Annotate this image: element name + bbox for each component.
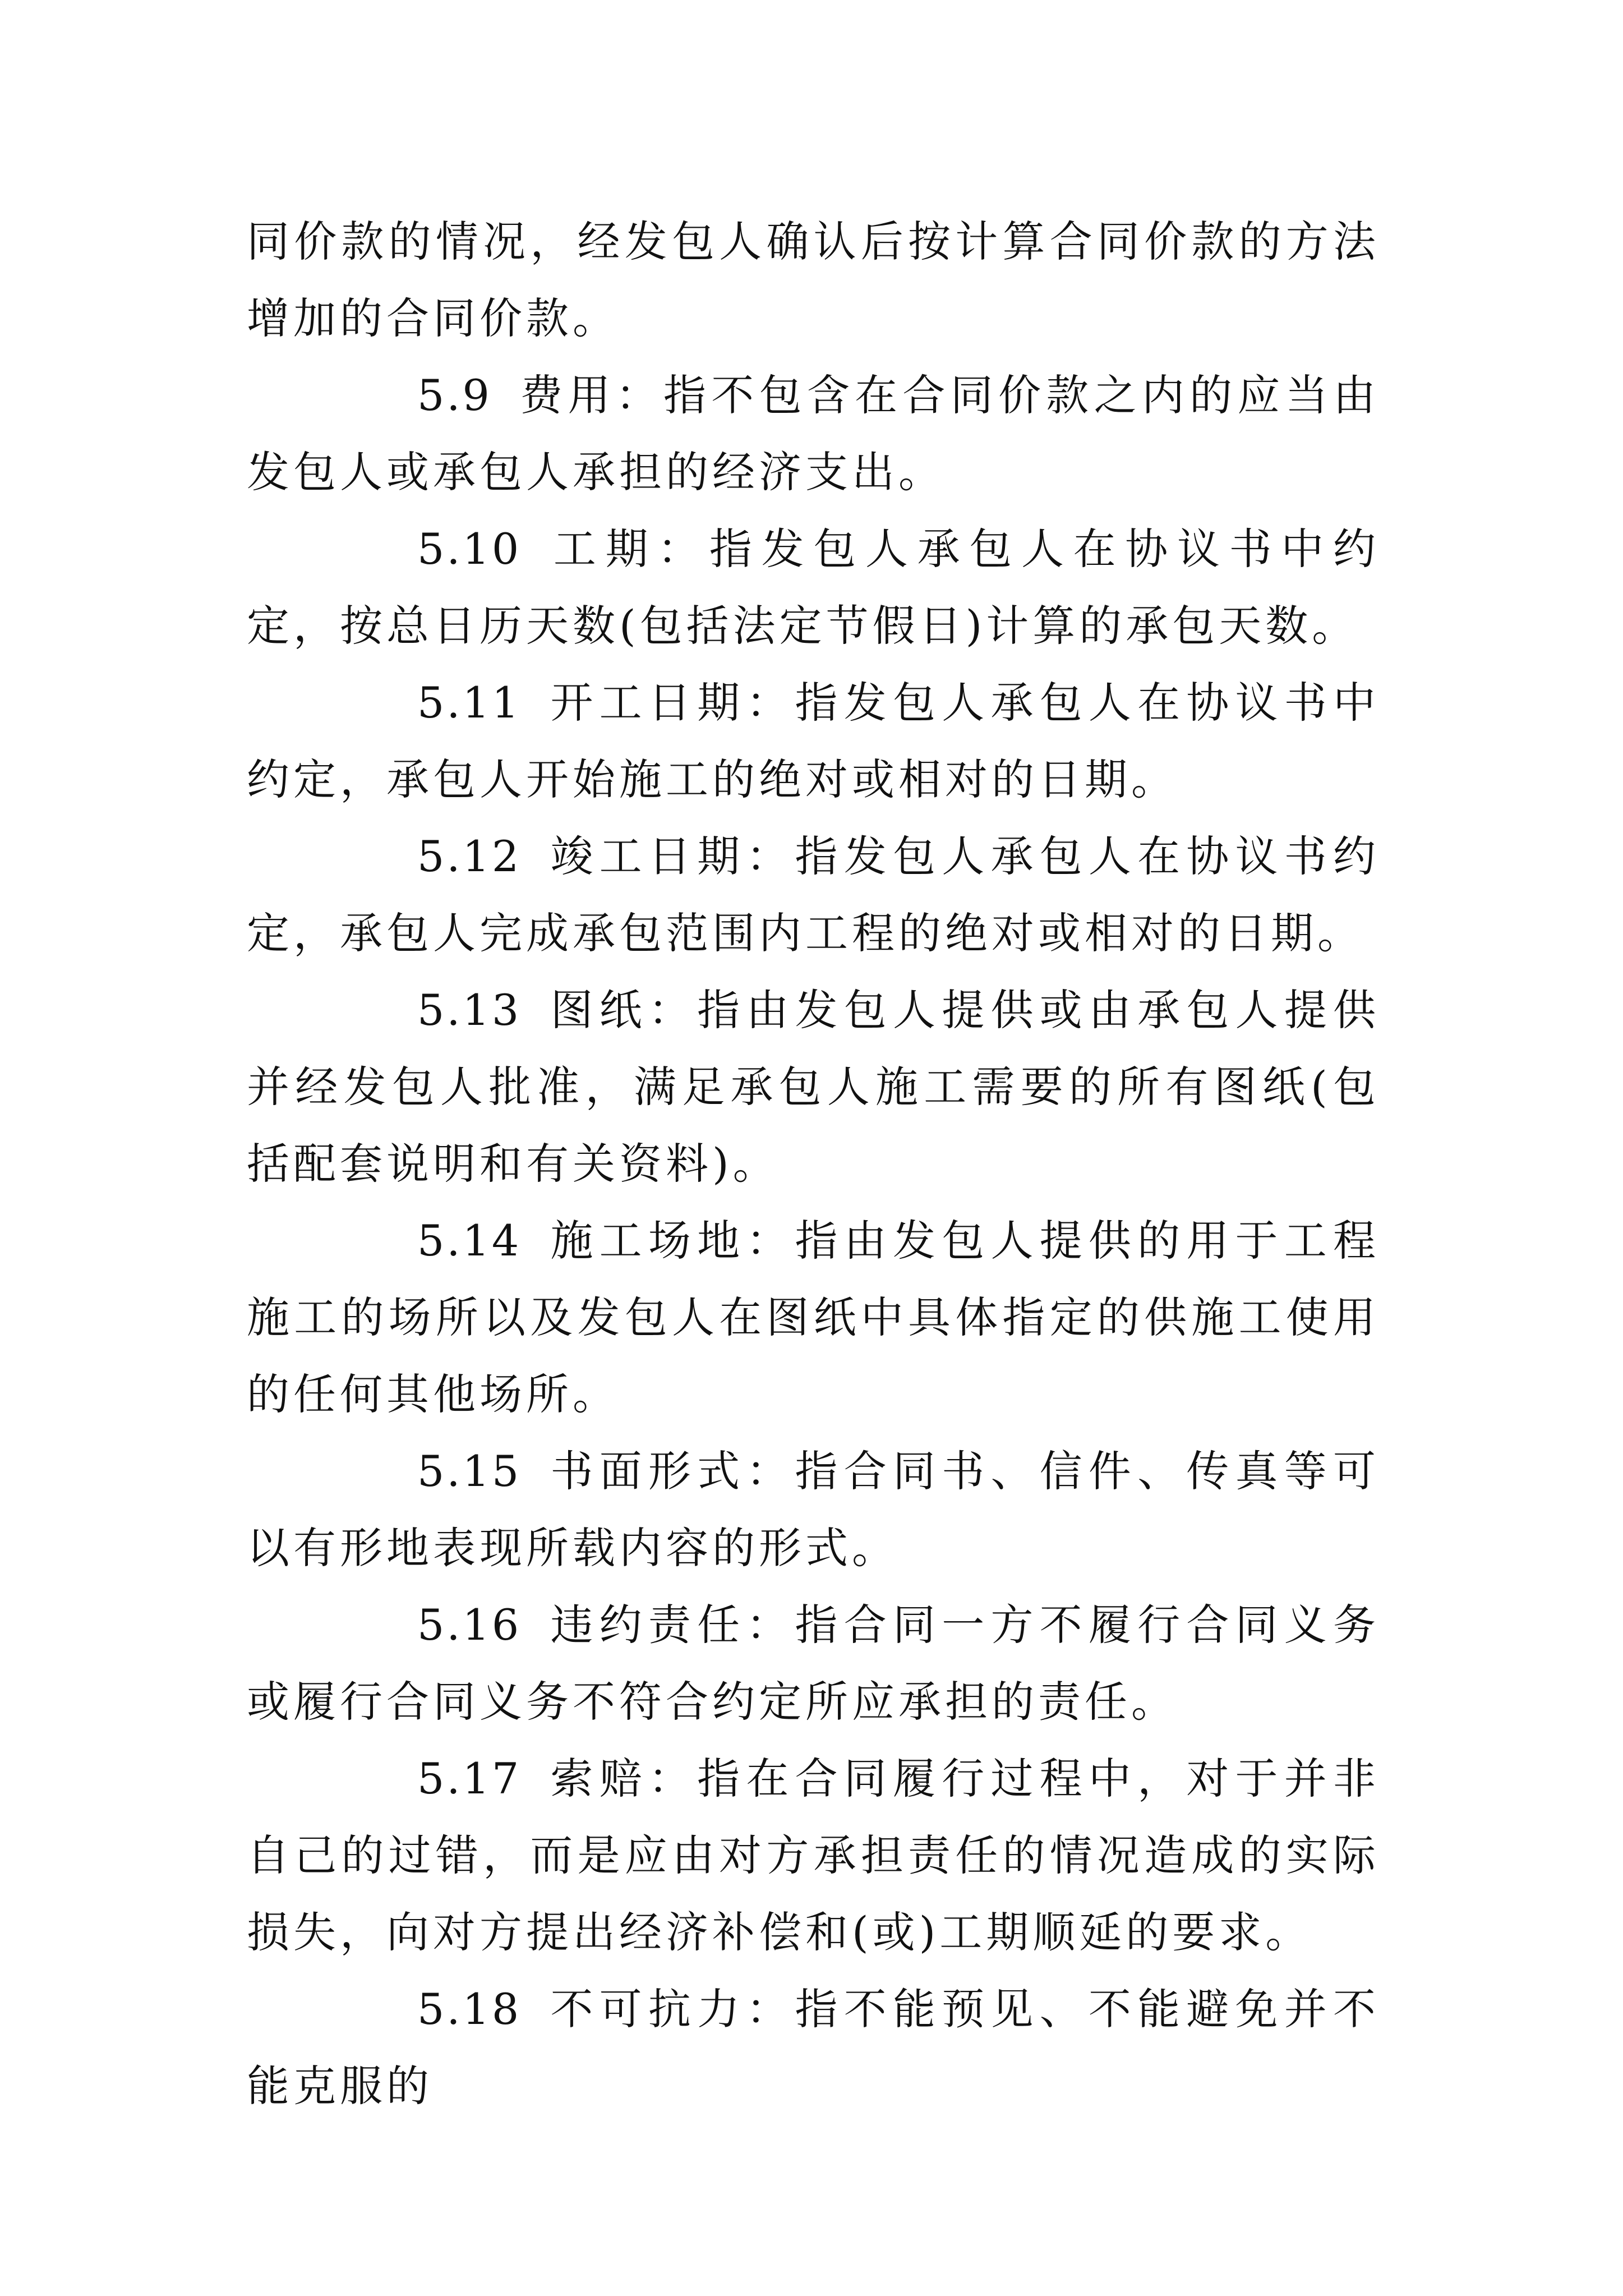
document-body — [247, 203, 1380, 2124]
clause-5-13 — [247, 972, 1380, 1202]
clause-text: 开工日期：指发包人承包人在协议书中约定，承包人开始施工的绝对或相对的日期。 — [247, 678, 1380, 804]
clause-number: 5.18 — [417, 1984, 522, 2034]
clause-5-10 — [247, 510, 1380, 664]
clause-text: 竣工日期：指发包人承包人在协议书约定，承包人完成承包范围内工程的绝对或相对的日期。 — [247, 831, 1380, 958]
clause-text: 不可抗力：指不能预见、不能避免并不能克服的 — [247, 1984, 1380, 2111]
clause-number: 5.16 — [417, 1600, 522, 1650]
clause-number: 5.14 — [417, 1216, 522, 1266]
clause-text: 费用：指不包含在合同价款之内的应当由发包人或承包人承担的经济支出。 — [247, 370, 1380, 497]
clause-number: 5.17 — [417, 1754, 522, 1803]
clause-text: 工期：指发包人承包人在协议书中约定，按总日历天数(包括法定节假日)计算的承包天数。 — [247, 524, 1380, 651]
clause-text: 图纸：指由发包人提供或由承包人提供并经发包人批准，满足承包人施工需要的所有图纸(包括配套说明和有关资料)。 — [247, 985, 1380, 1189]
paragraph-continuation — [247, 203, 1380, 357]
clause-5-14 — [247, 1202, 1380, 1433]
clause-number: 5.10 — [417, 524, 522, 574]
clause-5-12 — [247, 818, 1380, 972]
clause-text: 违约责任：指合同一方不履行合同义务或履行合同义务不符合约定所应承担的责任。 — [247, 1600, 1380, 1727]
clause-number: 5.9 — [417, 370, 492, 420]
clause-number: 5.13 — [417, 985, 522, 1035]
clause-5-11 — [247, 664, 1380, 818]
clause-number: 5.11 — [417, 678, 522, 728]
clause-5-16 — [247, 1586, 1380, 1740]
clause-5-18 — [247, 1971, 1380, 2124]
clause-text: 索赔：指在合同履行过程中，对于并非自己的过错，而是应由对方承担责任的情况造成的实际损失，向对方提出经济补偿和(或)工期顺延的要求。 — [247, 1754, 1380, 1957]
clause-number: 5.15 — [417, 1446, 522, 1496]
clause-text: 书面形式：指合同书、信件、传真等可以有形地表现所载内容的形式。 — [247, 1446, 1380, 1573]
clause-number: 5.12 — [417, 831, 522, 881]
paragraph-text: 同价款的情况，经发包人确认后按计算合同价款的方法增加的合同价款。 — [247, 217, 1380, 343]
clause-5-15 — [247, 1433, 1380, 1586]
clause-5-17 — [247, 1740, 1380, 1971]
clause-5-9 — [247, 357, 1380, 510]
clause-text: 施工场地：指由发包人提供的用于工程施工的场所以及发包人在图纸中具体指定的供施工使用的任何其他场所。 — [247, 1216, 1380, 1419]
